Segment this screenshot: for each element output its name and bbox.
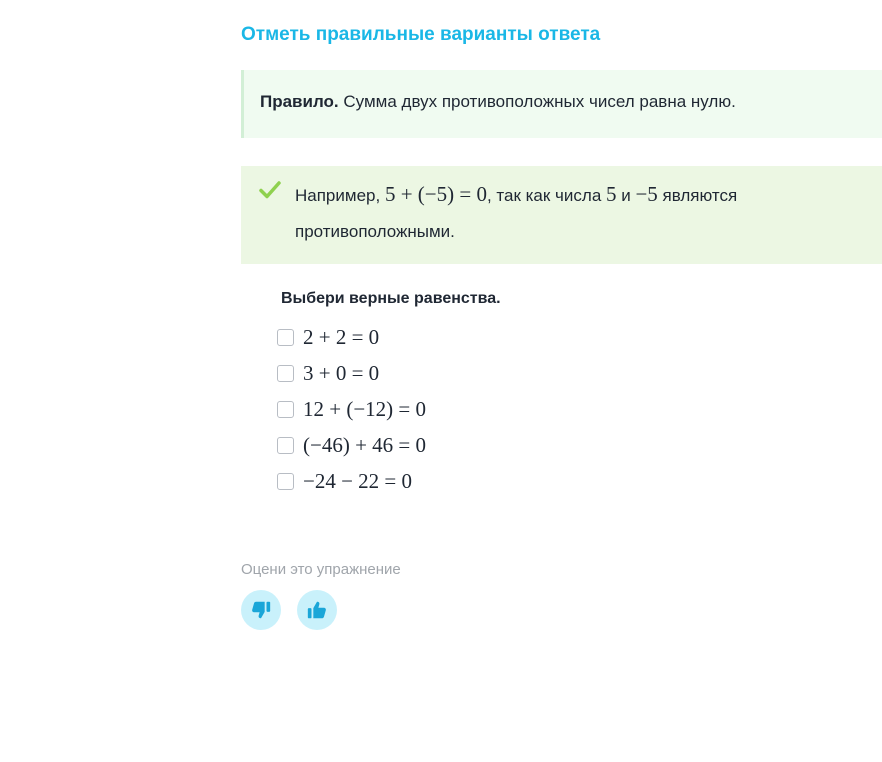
example-line-2: противоположными. — [295, 222, 455, 241]
example-suffix: являются — [657, 186, 738, 205]
example-and: и — [616, 186, 636, 205]
example-number-1: 5 — [606, 182, 617, 206]
rating-label: Оцени это упражнение — [241, 561, 401, 578]
option-item[interactable] — [277, 427, 426, 463]
option-label: (−46) + 46 = 0 — [303, 432, 427, 457]
option-label: −24 − 22 = 0 — [303, 468, 413, 493]
rule-label: Правило. — [260, 92, 339, 111]
rule-text — [260, 92, 736, 112]
example-line-1 — [295, 182, 737, 207]
rule-box — [241, 70, 882, 138]
question-text: Выбери верные равенства. — [281, 290, 501, 307]
options-list — [277, 319, 426, 499]
option-checkbox[interactable] — [277, 329, 294, 346]
option-item[interactable] — [277, 463, 426, 499]
example-expression: 5 + (−5) = 0 — [384, 182, 487, 206]
checkmark-icon — [258, 178, 282, 202]
option-label: 12 + (−12) = 0 — [303, 396, 427, 421]
option-label: 2 + 2 = 0 — [303, 324, 380, 349]
example-box — [241, 166, 882, 264]
thumbs-down-icon — [250, 599, 272, 621]
thumbs-up-button[interactable] — [297, 590, 337, 630]
option-checkbox[interactable] — [277, 437, 294, 454]
option-checkbox[interactable] — [277, 401, 294, 418]
option-label: 3 + 0 = 0 — [303, 360, 380, 385]
option-item[interactable] — [277, 391, 426, 427]
example-prefix: Например, — [295, 186, 385, 205]
option-item[interactable] — [277, 355, 426, 391]
option-checkbox[interactable] — [277, 473, 294, 490]
option-item[interactable] — [277, 319, 426, 355]
thumbs-up-icon — [306, 599, 328, 621]
example-middle: , так как числа — [486, 186, 607, 205]
rule-body: Сумма двух противоположных чисел равна нулю. — [338, 92, 736, 111]
option-checkbox[interactable] — [277, 365, 294, 382]
task-title: Отметь правильные варианты ответа — [241, 24, 601, 45]
thumbs-down-button[interactable] — [241, 590, 281, 630]
example-number-2: −5 — [635, 182, 658, 206]
